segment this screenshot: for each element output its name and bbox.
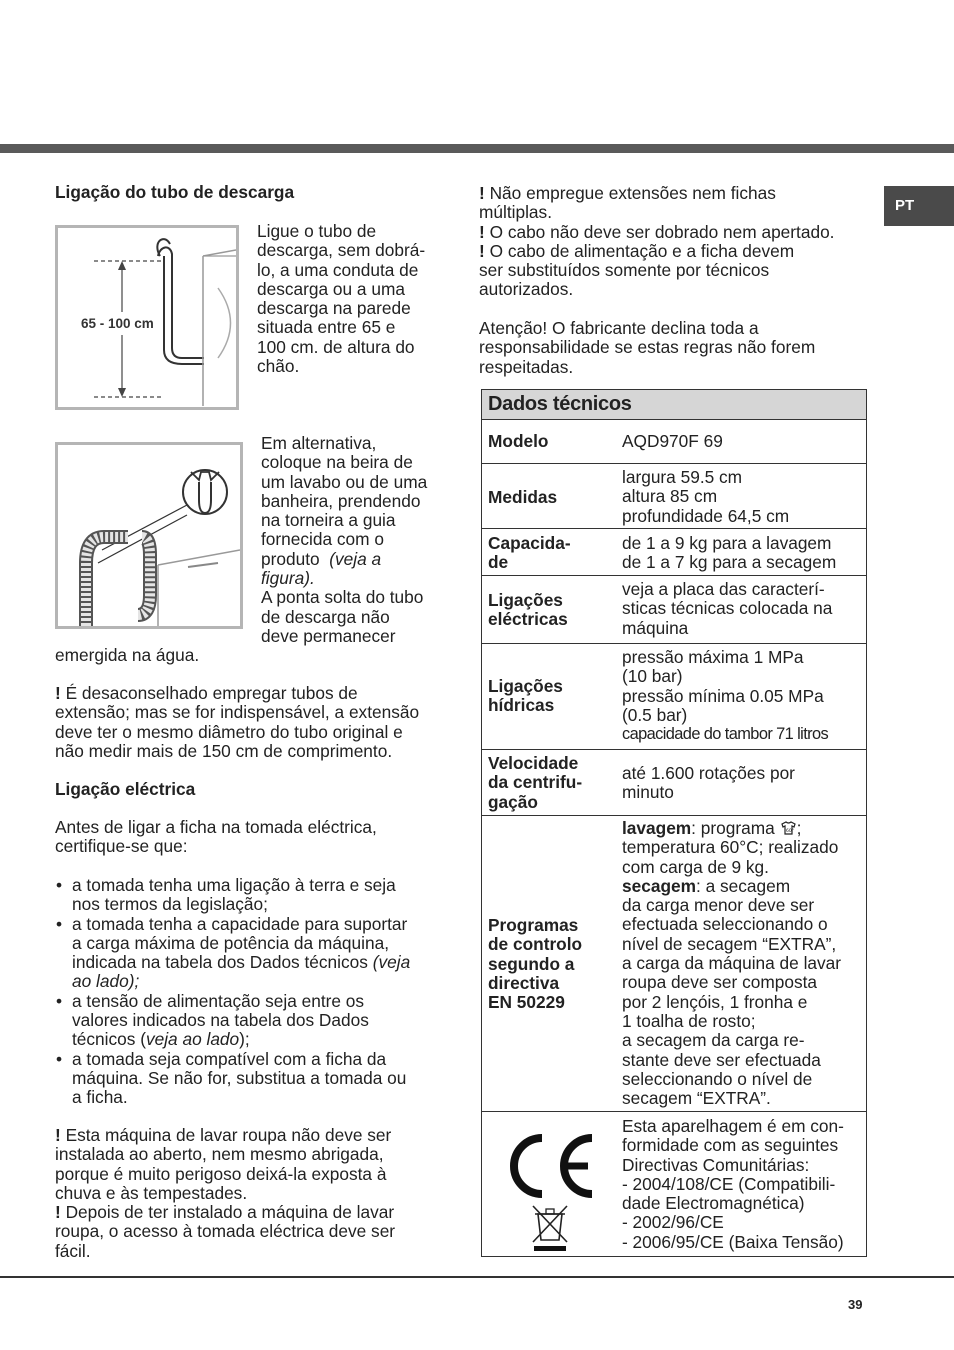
text-line: Capacida- xyxy=(488,533,571,553)
text-line: múltiplas. xyxy=(479,202,552,223)
text-line: - 2006/95/CE (Baixa Tensão) xyxy=(622,1231,844,1252)
text-segment: O cabo de alimentação e a ficha devem xyxy=(489,240,795,261)
text-line: Directivas Comunitárias: xyxy=(622,1154,810,1175)
row-value xyxy=(622,764,862,803)
row-label xyxy=(488,916,608,1012)
text-line: seleccionando o nível de xyxy=(622,1068,813,1089)
text-line: roupa deve ser composta xyxy=(622,972,818,993)
liability-notice xyxy=(479,319,874,377)
text-line xyxy=(261,569,451,588)
text-line: Esta aparelhagem é em con- xyxy=(622,1116,844,1136)
text-line xyxy=(479,184,874,203)
italic-ref: (veja a xyxy=(329,548,382,569)
text-line: formidade com as seguintes xyxy=(622,1135,839,1156)
warning-mark: ! xyxy=(55,1125,61,1145)
text-segment: Não empregue extensões nem fichas xyxy=(489,183,776,203)
table-row-test-programs xyxy=(482,815,866,1112)
electric-intro xyxy=(55,818,455,857)
text-line: sticas técnicas colocada na xyxy=(622,598,833,619)
drain-instruction-text xyxy=(257,222,447,376)
text-line: responsabilidade se estas regras não forem xyxy=(479,337,816,358)
row-value xyxy=(622,468,862,526)
text-line: efectuada seleccionando o xyxy=(622,914,828,935)
row-label: Medidas xyxy=(488,487,558,507)
text-line: Velocidade xyxy=(488,753,579,773)
text-line: pressão mínima 0.05 MPa xyxy=(622,685,824,706)
text-line: respeitadas. xyxy=(479,356,574,377)
text-line: • a tomada tenha uma ligação à terra e seja xyxy=(72,875,396,895)
text-line xyxy=(72,972,455,991)
text-line: 100 cm. de altura do xyxy=(257,336,415,357)
list-item xyxy=(55,1050,455,1108)
cable-warnings xyxy=(479,184,874,300)
text-line: com carga de 9 kg. xyxy=(622,856,769,877)
text-line: minuto xyxy=(622,782,674,803)
text-line: • a tomada tenha a capacidade para suportar xyxy=(72,913,408,934)
text-line: deve permanecer xyxy=(261,625,396,646)
text-line: - 2002/96/CE xyxy=(622,1212,724,1233)
text-line: coloque na beira de xyxy=(261,452,413,473)
text-line: extensão; mas se for indispensável, a extensão xyxy=(55,702,420,723)
row-label xyxy=(488,754,608,812)
text-line xyxy=(479,223,874,242)
text-line xyxy=(622,877,862,896)
italic-ref: (veja xyxy=(372,952,411,973)
text-line: fornecida com o xyxy=(261,529,384,550)
text-line: Ligações xyxy=(488,590,563,610)
text-line: hídricas xyxy=(488,695,555,716)
text-line: descarga na parede xyxy=(257,298,411,319)
text-line: • a tomada seja compatível com a ficha da xyxy=(72,1048,387,1069)
row-value xyxy=(622,648,862,744)
text-line: altura 85 cm xyxy=(622,486,718,507)
text-line: gação xyxy=(488,791,538,812)
language-tab: PT xyxy=(884,186,954,226)
text-line: Ligações xyxy=(488,676,563,696)
text-line: largura 59.5 cm xyxy=(622,467,743,487)
text-line: (0.5 bar) xyxy=(622,704,688,725)
text-line: até 1.600 rotações por xyxy=(622,763,795,783)
table-row-water xyxy=(482,643,866,750)
text-segment: Depois de ter instalado a máquina de lavar xyxy=(65,1202,395,1223)
text-line: 1 toalha de rosto; xyxy=(622,1010,756,1031)
electric-heading: Ligação eléctrica xyxy=(55,779,196,799)
row-value xyxy=(622,819,862,1108)
list-item xyxy=(55,915,455,992)
extension-warning xyxy=(55,684,455,761)
row-value xyxy=(622,1117,862,1252)
text-line: a ficha. xyxy=(72,1087,128,1108)
text-segment: : programa xyxy=(691,818,775,838)
outdoor-warning xyxy=(55,1126,455,1261)
text-line: segundo a xyxy=(488,953,575,974)
text-line: stante deve ser efectuada xyxy=(622,1049,821,1070)
sink-guide-figure xyxy=(55,442,243,629)
cotton-program-icon xyxy=(780,821,797,836)
text-line: de 1 a 9 kg para a lavagem xyxy=(622,533,832,553)
text-segment: indicada na tabela dos Dados técnicos xyxy=(72,952,368,973)
warning-mark: ! xyxy=(55,1202,61,1223)
text-line xyxy=(55,684,455,703)
text-line: • a tensão de alimentação seja entre os xyxy=(72,990,365,1011)
italic-ref: ao lado); xyxy=(72,971,140,992)
list-item xyxy=(55,992,455,1050)
text-line: Ligue o tubo de xyxy=(257,221,377,241)
text-line: roupa, o acesso à tomada eléctrica deve ser xyxy=(55,1221,396,1242)
text-line: descarga, sem dobrá- xyxy=(257,240,426,261)
bottom-rule xyxy=(0,1276,954,1278)
italic-ref: figura). xyxy=(261,568,315,589)
text-line: (10 bar) xyxy=(622,666,683,687)
row-label xyxy=(488,677,608,716)
text-segment: O cabo não deve ser dobrado nem apertado. xyxy=(489,221,835,242)
warning-mark: ! xyxy=(479,240,485,261)
text-line: ser substituídos somente por técnicos xyxy=(479,260,770,281)
text-line: - 2004/108/CE (Compatibili- xyxy=(622,1173,836,1194)
text-line: dade Electromagnética) xyxy=(622,1193,805,1214)
text-line xyxy=(72,1030,455,1049)
text-line: a secagem da carga re- xyxy=(622,1030,805,1051)
text-line: chão. xyxy=(257,356,300,377)
text-segment: : a secagem xyxy=(695,875,791,896)
text-line: certifique-se que: xyxy=(55,836,188,857)
text-line: autorizados. xyxy=(479,279,574,300)
text-segment: produto xyxy=(261,548,320,569)
text-line: Atenção! O fabricante declina toda a xyxy=(479,318,759,338)
row-value: AQD970F 69 xyxy=(622,431,723,451)
row-label: Modelo xyxy=(488,431,549,451)
text-line: na torneira a guia xyxy=(261,510,396,531)
text-line: eléctricas xyxy=(488,609,568,630)
table-row-capacity xyxy=(482,528,866,576)
text-segment: É desaconselhado empregar tubos de xyxy=(65,683,358,703)
text-line: EN 50229 xyxy=(488,992,565,1013)
sink-hose-illustration xyxy=(58,445,240,626)
sink-instruction-text xyxy=(261,434,451,646)
text-line: veja a placa das caracterí- xyxy=(622,579,825,599)
text-line: instalada ao aberto, nem mesmo abrigada, xyxy=(55,1144,384,1165)
text-line: Programas xyxy=(488,915,579,935)
text-segment: ); xyxy=(239,1029,250,1050)
text-line: a carga da máquina de lavar xyxy=(622,953,842,974)
text-line: de descarga não xyxy=(261,606,390,627)
text-line: fácil. xyxy=(55,1240,91,1261)
warning-mark: ! xyxy=(479,221,485,242)
drain-heading: Ligação do tubo de descarga xyxy=(55,182,295,202)
text-line: um lavabo ou de uma xyxy=(261,471,428,492)
text-line: deve ter o mesmo diâmetro do tubo original e xyxy=(55,721,403,742)
text-line: A ponta solta do tubo xyxy=(261,587,424,608)
text-line: pressão máxima 1 MPa xyxy=(622,647,804,667)
text-line: nível de secagem “EXTRA”, xyxy=(622,933,837,954)
list-item xyxy=(55,876,455,915)
text-line: porque é muito perigoso deixá-la exposta à xyxy=(55,1163,387,1184)
text-line: de 1 a 7 kg para a secagem xyxy=(622,552,837,573)
page-number: 39 xyxy=(848,1297,863,1312)
text-line: nos termos da legislação; xyxy=(72,894,268,915)
table-row-compliance xyxy=(482,1111,866,1256)
table-row-model xyxy=(482,419,866,464)
text-line: de controlo xyxy=(488,934,583,955)
electric-checklist xyxy=(55,876,455,1108)
top-rule xyxy=(0,144,954,153)
row-label xyxy=(488,591,608,630)
text-line: máquina xyxy=(622,617,689,638)
text-segment: técnicos ( xyxy=(72,1029,146,1050)
text-line xyxy=(479,242,874,261)
text-line: banheira, prendendo xyxy=(261,490,421,511)
sink-instruction-tail: emergida na água. xyxy=(55,645,200,665)
bold-term: lavagem xyxy=(622,818,692,838)
table-row-dimensions xyxy=(482,463,866,529)
text-line: não medir mais de 150 cm de comprimento. xyxy=(55,740,393,761)
table-row-spin-speed xyxy=(482,749,866,816)
text-line: temperatura 60°C; realizado xyxy=(622,837,839,858)
table-title: Dados técnicos xyxy=(482,390,866,420)
text-line xyxy=(261,550,451,569)
text-segment: Esta máquina de lavar roupa não deve ser xyxy=(65,1125,392,1145)
bold-term: secagem xyxy=(622,875,696,896)
text-line: secagem “EXTRA”. xyxy=(622,1088,771,1109)
warning-mark: ! xyxy=(55,683,61,703)
ce-mark-icon xyxy=(500,1132,600,1254)
text-line: máquina. Se não for, substitua a tomada ou xyxy=(72,1067,407,1088)
height-range-label: 65 - 100 cm xyxy=(81,316,154,331)
text-line xyxy=(55,1203,455,1222)
text-line: descarga ou a uma xyxy=(257,278,405,299)
warning-mark: ! xyxy=(479,183,485,203)
text-line xyxy=(55,1126,455,1145)
text-line: lavagem: programa 60° ; xyxy=(622,818,802,838)
text-line: da carga menor deve ser xyxy=(622,895,815,916)
svg-text:60°: 60° xyxy=(785,829,794,834)
technical-data-table xyxy=(481,389,867,1257)
text-line: Antes de ligar a ficha na tomada eléctrica, xyxy=(55,817,377,837)
text-line xyxy=(72,953,455,972)
text-line: profundidade 64,5 cm xyxy=(622,505,790,526)
text-line: da centrifu- xyxy=(488,772,583,793)
table-row-electrical xyxy=(482,575,866,644)
text-line: capacidade do tambor 71 litros xyxy=(622,725,829,744)
weee-bin-icon xyxy=(533,1206,567,1251)
text-line: directiva xyxy=(488,972,560,993)
text-line: valores indicados na tabela dos Dados xyxy=(72,1010,369,1031)
text-line: por 2 lençóis, 1 fronha e xyxy=(622,991,808,1012)
row-label xyxy=(488,534,608,573)
text-line: Em alternativa, xyxy=(261,433,377,453)
row-value xyxy=(622,534,862,573)
drain-height-figure xyxy=(55,225,239,410)
text-line: lo, a uma conduta de xyxy=(257,259,419,280)
italic-ref: veja ao lado xyxy=(145,1029,240,1050)
text-line: chuva e às tempestades. xyxy=(55,1182,248,1203)
text-line: a carga máxima de potência da máquina, xyxy=(72,932,390,953)
text-line: de xyxy=(488,552,509,573)
text-line: situada entre 65 e xyxy=(257,317,396,338)
row-value xyxy=(622,580,862,638)
